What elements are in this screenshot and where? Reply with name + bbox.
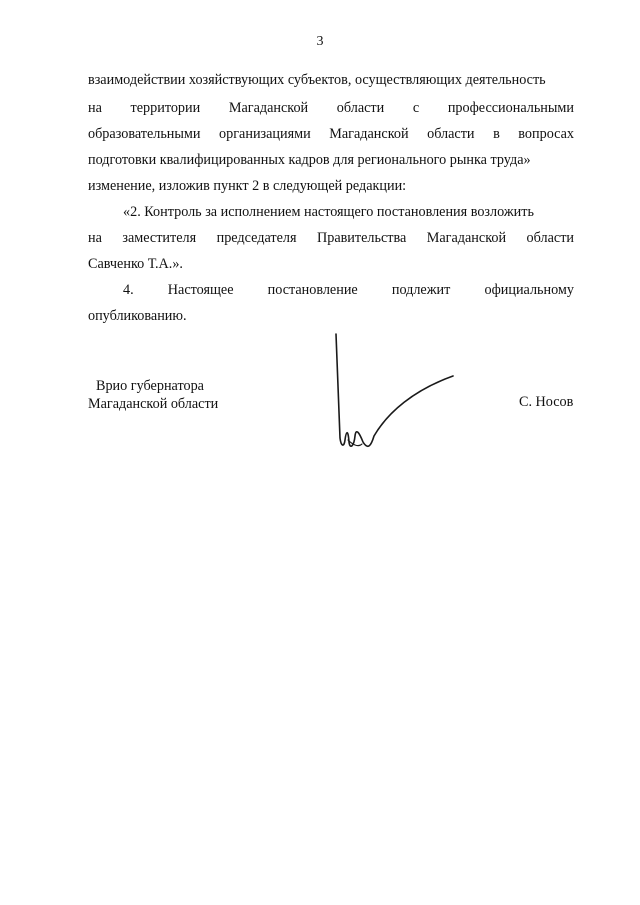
paragraph-1-line-3: образовательными организациями Магаданской области в вопросах bbox=[88, 126, 574, 142]
paragraph-3-line-1: 4. Настоящее постановление подлежит официальному bbox=[123, 282, 574, 298]
paragraph-1-line-5: изменение, изложив пункт 2 в следующей редакции: bbox=[88, 178, 407, 194]
paragraph-2-line-1: «2. Контроль за исполнением настоящего постановления возложить bbox=[123, 204, 534, 220]
signatory-title bbox=[88, 377, 218, 413]
signer-name: С. Носов bbox=[519, 394, 574, 410]
paragraph-3-line-2: опубликованию. bbox=[88, 308, 187, 324]
paragraph-1-line-2: на территории Магаданской области с профессиональными bbox=[88, 100, 574, 116]
signatory-title-line-1: Врио губернатора bbox=[96, 378, 204, 394]
page-number: 3 bbox=[316, 34, 324, 49]
paragraph-1-line-1: взаимодействии хозяйствующих субъектов, осуществляющих деятельность bbox=[88, 72, 546, 88]
paragraph-2-line-3: Савченко Т.А.». bbox=[88, 256, 183, 272]
signatory-title-line-2: Магаданской области bbox=[88, 396, 219, 412]
paragraph-2-line-2: на заместителя председателя Правительства Магаданской области bbox=[88, 230, 574, 246]
handwritten-signature-icon bbox=[318, 328, 468, 463]
paragraph-1-line-4: подготовки квалифицированных кадров для регионального рынка труда» bbox=[88, 152, 531, 168]
